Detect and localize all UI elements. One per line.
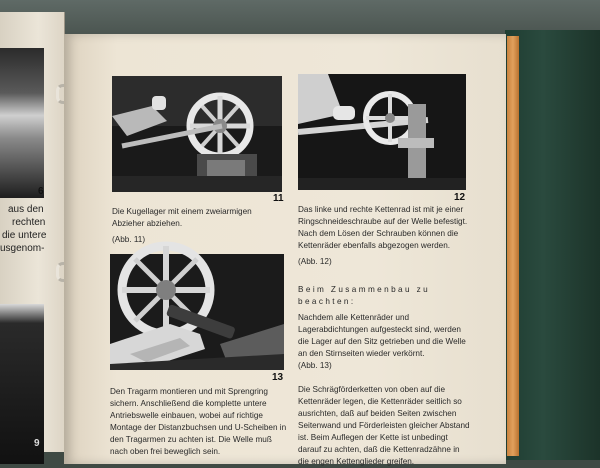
figure-12-caption: [298, 204, 470, 268]
chain-note: Die Schrägförderketten von oben auf die Kettenräder legen, die Kettenräder seitlich so ausrichten, daß auf beiden Seiten zwischen Seitenwand und Förderleisten gleicher Abstand ist. Beim Auflegen der Kette ist unbedingt darauf zu achten, daß die Kettenradzähne in die engen Kettenglieder greifen.: [298, 385, 470, 466]
left-text-line: rechten: [12, 217, 46, 228]
figure-13-number: 13: [272, 372, 284, 383]
figure-11-photo: [112, 76, 282, 192]
left-text-line: die untere: [2, 230, 47, 241]
left-text-line: aus den: [8, 204, 44, 215]
left-page: [0, 12, 65, 452]
figure-11-ref: (Abb. 11): [112, 235, 146, 244]
left-text-line: usgenom-: [0, 243, 45, 254]
assembly-body: Nachdem alle Kettenräder und Lagerabdichtungen aufgesteckt sind, werden die Lager auf den Sitz getrieben und die Welle an den Stirnseiten wieder verkörnt.: [298, 313, 466, 358]
figure-11-caption: [112, 206, 282, 246]
figure-11-caption-text: Die Kugellager mit einem zweiarmigen Abzieher abziehen.: [112, 207, 252, 228]
assembly-ref: (Abb. 13): [298, 361, 332, 370]
figure-12-photo: [298, 74, 466, 190]
figure-13-photo: [110, 254, 284, 370]
left-figure-number: 6: [38, 186, 44, 197]
binder-edge: [507, 36, 519, 456]
assembly-section: [298, 284, 470, 468]
figure-13-caption-text: Den Tragarm montieren und mit Sprengring sichern. Anschließend die komplette untere Antriebswelle einbauen, wobei auf richtige Montage der Distanzbuchsen und U-Scheiben in den Tragarmen zu achten ist. Die Welle muß nach oben frei beweglich sein.: [110, 387, 287, 456]
figure-12-caption-text: Das linke und rechte Kettenrad ist mit je einer Ringschneideschraube auf der Welle befestigt. Nach dem Lösen der Schrauben können die Kettenräder ebenfalls abgezogen werden.: [298, 205, 468, 250]
manual-page: [64, 34, 506, 464]
figure-12-number: 12: [454, 192, 466, 203]
assembly-heading: Beim Zusammenbau zu beachten:: [298, 285, 431, 306]
figure-11-number: 11: [273, 193, 284, 204]
figure-13-caption: [110, 386, 288, 458]
figure-12-ref: (Abb. 12): [298, 257, 332, 266]
left-photo-top: [0, 48, 44, 198]
left-bottom-number: 9: [34, 438, 40, 449]
binder-cover: [505, 30, 600, 460]
